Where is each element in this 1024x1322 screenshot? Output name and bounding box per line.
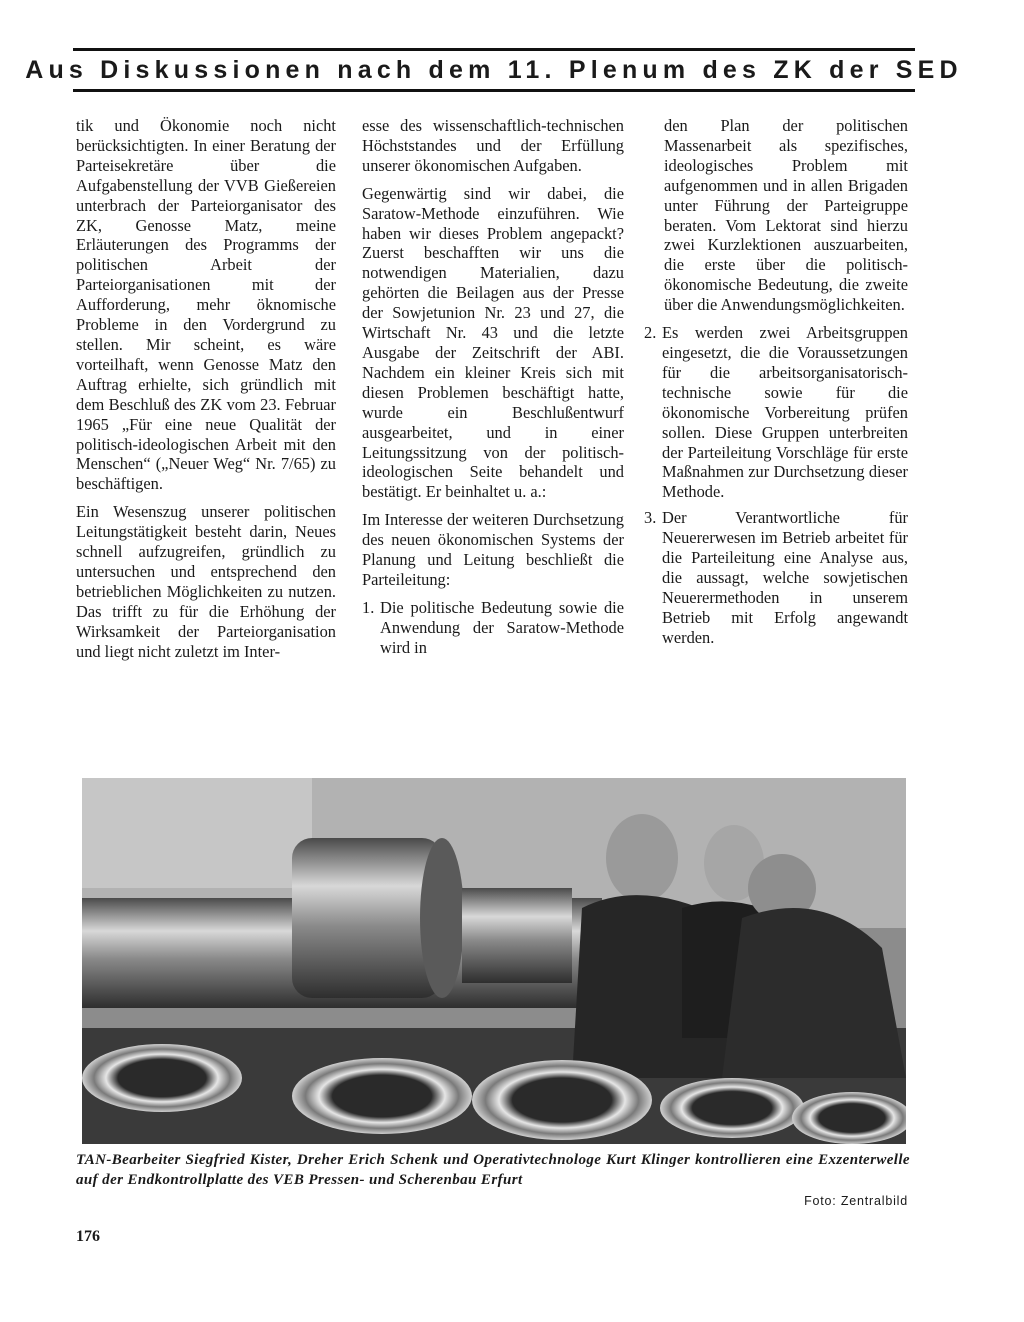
paragraph: tik und Ökonomie noch nicht berücksichtigten. In einer Beratung der Parteisekretäre über die Aufgabenstellung der VVB Gießereien unterbrach der Parteiorganisator des ZK, Genosse Matz, meine Erläuterungen des Programms der politischen Arbeit der Parteiorganisationen mit der Aufforderung, mehr öknomische Probleme in den Vordergrund zu stellen. Mir scheint, es wäre vorteilhaft, wenn Genosse Matz den Auftrag erhielte, sich gründlich mit dem Beschluß des ZK vom 23. Februar 1965 „Für eine neue Qualität der politisch-ideologischen Arbeit mit den Menschen“ („Neuer Weg“ Nr. 7/65) zu beschäftigen. <box>76 116 336 494</box>
paragraph: esse des wissenschaftlich-technischen Höchststandes und der Erfüllung unserer ökonomischen Aufgaben. <box>362 116 624 175</box>
page-header-title: Aus Diskussionen nach dem 11. Plenum des ZK der SED <box>25 55 963 84</box>
photo-credit: Foto: Zentralbild <box>804 1194 908 1208</box>
text-column-1 <box>76 116 336 669</box>
paragraph: Im Interesse der weiteren Durchsetzung des neuen ökonomischen Systems der Planung und Leitung beschließt die Parteileitung: <box>362 510 624 589</box>
text-column-3 <box>644 116 908 654</box>
paragraph: Ein Wesenszug unserer politischen Leitungstätigkeit besteht darin, Neues schnell aufzugreifen, gründlich zu untersuchen und entsprechend den betrieblichen Möglichkeiten zu nutzen. Das trifft zu für die Erhöhung der Wirksamkeit der Parteiorganisation und liegt nicht zuletzt im Inter- <box>76 502 336 661</box>
page-number: 176 <box>76 1228 100 1245</box>
text-column-2 <box>362 116 624 664</box>
paragraph: Gegenwärtig sind wir dabei, die Saratow-Methode einzuführen. Wie haben wir dieses Problem angepackt? Zuerst beschafften wir uns die notwendigen Materialien, dazu gehörten die Beilagen aus der Presse der Sowjetunion Nr. 23 und 27, die Wirtschaft Nr. 43 und die letzte Ausgabe der Zeitschrift der ABI. Nachdem ein kleiner Kreis sich mit diesen Problemen beschäftigt hatte, wurde ein Beschlußentwurf ausgearbeitet, und in einer Leitungssitzung von der politisch-ideologischen Seite behandelt und bestätigt. Er beinhaltet u. a.: <box>362 183 624 502</box>
list-number: 3. <box>644 508 657 528</box>
list-text: Die politische Bedeutung sowie die Anwendung der Saratow-Methode wird in <box>380 597 624 657</box>
list-text: Der Verantwortliche für Neuererwesen im Betrieb arbeitet für die Parteileitung eine Analyse aus, die aussagt, welche sowjetischen Neuerermethoden in unserem Betrieb mit Erfolg angewandt werden. <box>662 508 908 647</box>
list-item <box>644 508 908 647</box>
list-item <box>644 323 908 502</box>
factory-photo <box>82 778 906 1144</box>
list-item <box>362 598 624 658</box>
header-bar <box>25 48 963 92</box>
list-number: 2. <box>644 323 657 343</box>
list-continuation: den Plan der politischen Massenarbeit als spezifisches, ideologisches Problem mit aufgenommen und in allen Brigaden unter Führung der Parteigruppe beraten. Vom Lektorat sind hierzu zwei Kurzlektionen auszuarbeiten, die erste über die politisch-ökonomische Bedeutung, die zweite über die Anwendungsmöglichkeiten. <box>664 116 908 315</box>
list-number: 1. <box>362 597 375 617</box>
photo-caption: TAN-Bearbeiter Siegfried Kister, Dreher Erich Schenk und Operativtechnologe Kurt Klinger kontrollieren eine Exzenterwelle auf der Endkontrollplatte des VEB Pressen- und Scherenbau Erfurt <box>76 1152 910 1188</box>
list-text: Es werden zwei Arbeitsgruppen eingesetzt, die die Voraussetzungen für die arbeitsorganisatorisch-technische sowie für die ökonomische Vorbereitung prüfen sollen. Diese Gruppen unterbreiten der Parteileitung Vorschläge für erste Maßnahmen zur Durchsetzung dieser Methode. <box>662 323 908 502</box>
